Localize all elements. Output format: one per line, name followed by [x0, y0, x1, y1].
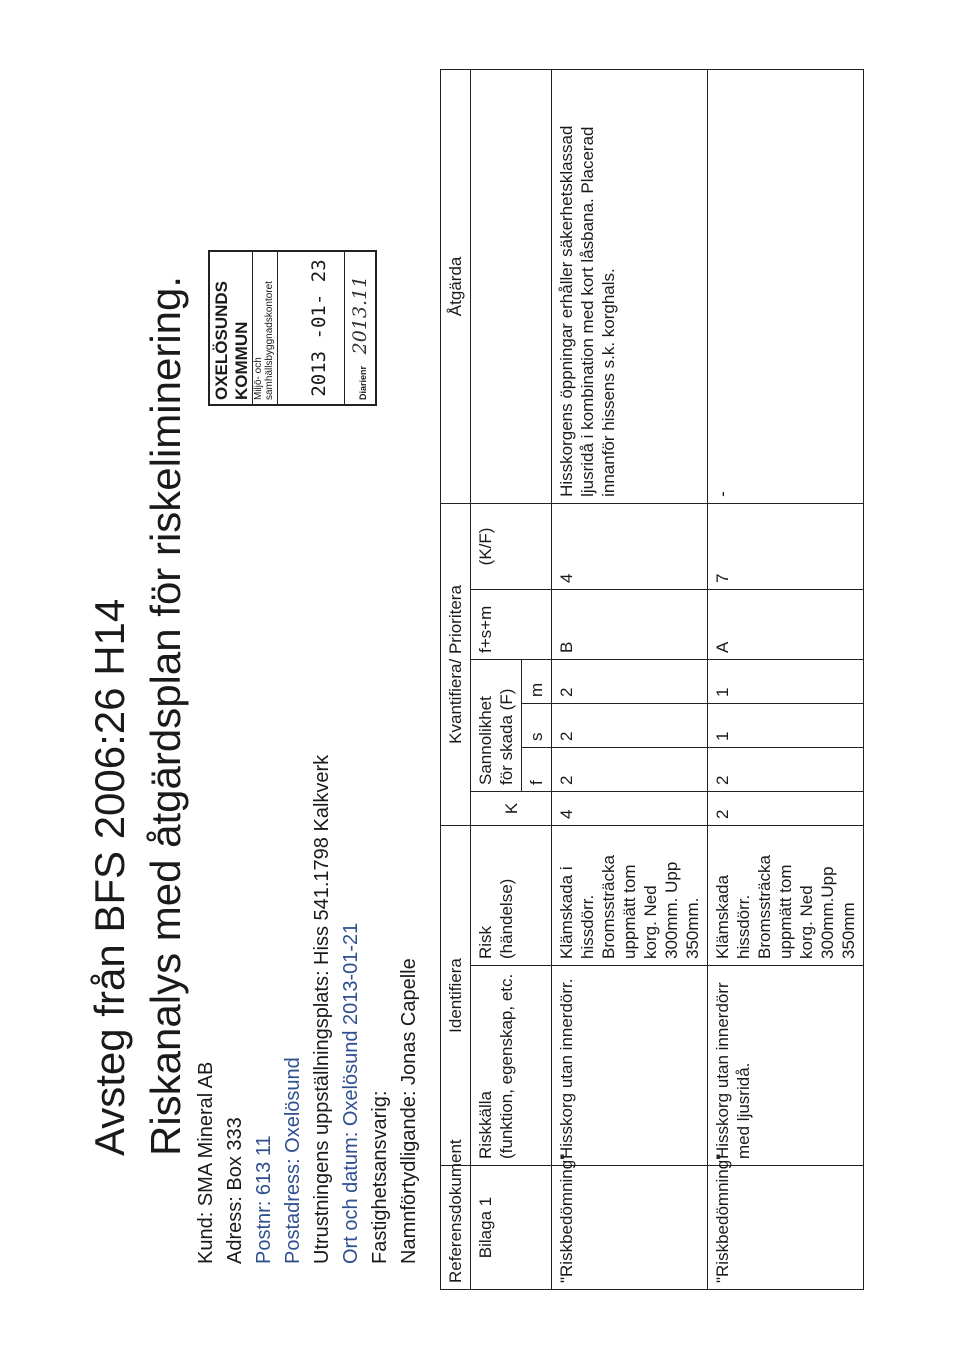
cell-m: 1 — [708, 659, 864, 703]
cell-riskkalla: Hisskorg utan innerdörr. — [552, 966, 708, 1166]
subheader-s: s — [522, 703, 552, 747]
customer-info — [192, 755, 424, 1264]
namnfortydligande-line: Namnförtydligande: Jonas Capelle — [398, 958, 420, 1264]
ort-datum-line: Ort och datum: Oxelösund 2013-01-21 — [340, 922, 362, 1264]
cell-risk: Klämskada hissdörr. Bromssträcka uppmätt tom korg. Ned 300mm.Upp 350mm — [708, 825, 864, 965]
table-row — [552, 69, 708, 1289]
table-row — [708, 69, 864, 1289]
cell-risk: Klämskada i hissdörr. Bromssträcka uppmätt tom korg. Ned 300mm. Upp 350mm. — [552, 825, 708, 965]
stamp-diarienr — [344, 252, 375, 404]
subheader-bilaga: Bilaga 1 — [471, 1166, 552, 1290]
cell-k: 4 — [552, 791, 708, 825]
cell-kf: 7 — [708, 503, 864, 589]
cell-m: 2 — [552, 659, 708, 703]
stamp-dept: Miljö- och samhällsbyggnadskontoret — [253, 252, 278, 404]
subheader-atgarda-empty — [471, 69, 552, 503]
sannolikhet-label: Sannolikhet — [476, 696, 495, 785]
title-line-2: Riskanalys med åtgärdsplan för riskeliminering. — [142, 275, 189, 1156]
cell-kf: 4 — [552, 503, 708, 589]
subheader-f: f — [522, 747, 552, 791]
subheader-riskkalla — [471, 966, 552, 1166]
cell-s: 2 — [552, 703, 708, 747]
stamp-date: 2013 -01- 23 — [308, 259, 330, 397]
cell-fsm: B — [552, 589, 708, 659]
diarienr-handwritten: 2013.11 — [349, 275, 371, 355]
subheader-m: m — [522, 659, 552, 703]
fastighetsansvarig-line: Fastighetsansvarig: — [369, 1090, 391, 1264]
header-kvantifiera: Kvantifiera/ Prioritera — [441, 503, 471, 825]
utrustning-line: Utrustningens uppställningsplats: Hiss 541.1798 Kalkverk — [311, 754, 333, 1264]
document-title — [82, 276, 194, 1156]
subheader-sannolikhet — [471, 659, 522, 791]
cell-riskkalla: Hisskorg utan innerdörr med ljusridå. — [708, 966, 864, 1166]
cell-atgard: - — [708, 69, 864, 503]
kund-line: Kund: SMA Mineral AB — [195, 1061, 217, 1264]
title-line-1: Avsteg från BFS 2006:26 H14 — [86, 598, 133, 1156]
subheader-row — [471, 69, 522, 1289]
header-atgarda: Åtgärda — [441, 69, 471, 503]
header-referensdokument: Referensdokument — [441, 1166, 471, 1290]
cell-f: 2 — [552, 747, 708, 791]
subheader-risk — [471, 825, 552, 965]
riskkalla-sublabel: (funktion, egenskap, etc. — [497, 973, 516, 1159]
cell-ref: "Riskbedömning" — [708, 1166, 864, 1290]
risk-table — [440, 69, 864, 1290]
cell-atgard: Hisskorgens öppningar erhåller säkerhetsklassad ljusridå i kombination med kort låsbana. Placerad innanför hissens s.k. korghals. — [552, 69, 708, 503]
stamp-org: OXELÖSUNDS KOMMUN — [210, 252, 253, 404]
received-stamp — [208, 250, 377, 406]
diarienr-label: Diarienr — [358, 365, 368, 400]
cell-ref: "Riskbedömning" — [552, 1166, 708, 1290]
sannolikhet-sublabel: för skada (F) — [497, 688, 516, 785]
postadress-line: Postadress: Oxelösund — [282, 1057, 304, 1264]
risk-sublabel: (händelse) — [497, 878, 516, 959]
header-row — [441, 69, 471, 1289]
risk-label: Risk — [476, 925, 495, 959]
cell-fsm: A — [708, 589, 864, 659]
header-identifiera: Identifiera — [441, 825, 471, 1165]
postnr-line: Postnr: 613 11 — [253, 1135, 275, 1264]
subheader-k: K — [471, 791, 552, 825]
cell-k: 2 — [708, 791, 864, 825]
riskkalla-label: Riskkälla — [476, 1090, 495, 1159]
adress-line: Adress: Box 333 — [224, 1117, 246, 1264]
subheader-kf: (K/F) — [471, 503, 552, 589]
subheader-fsm: f+s+m — [471, 589, 552, 659]
cell-f: 2 — [708, 747, 864, 791]
cell-s: 1 — [708, 703, 864, 747]
